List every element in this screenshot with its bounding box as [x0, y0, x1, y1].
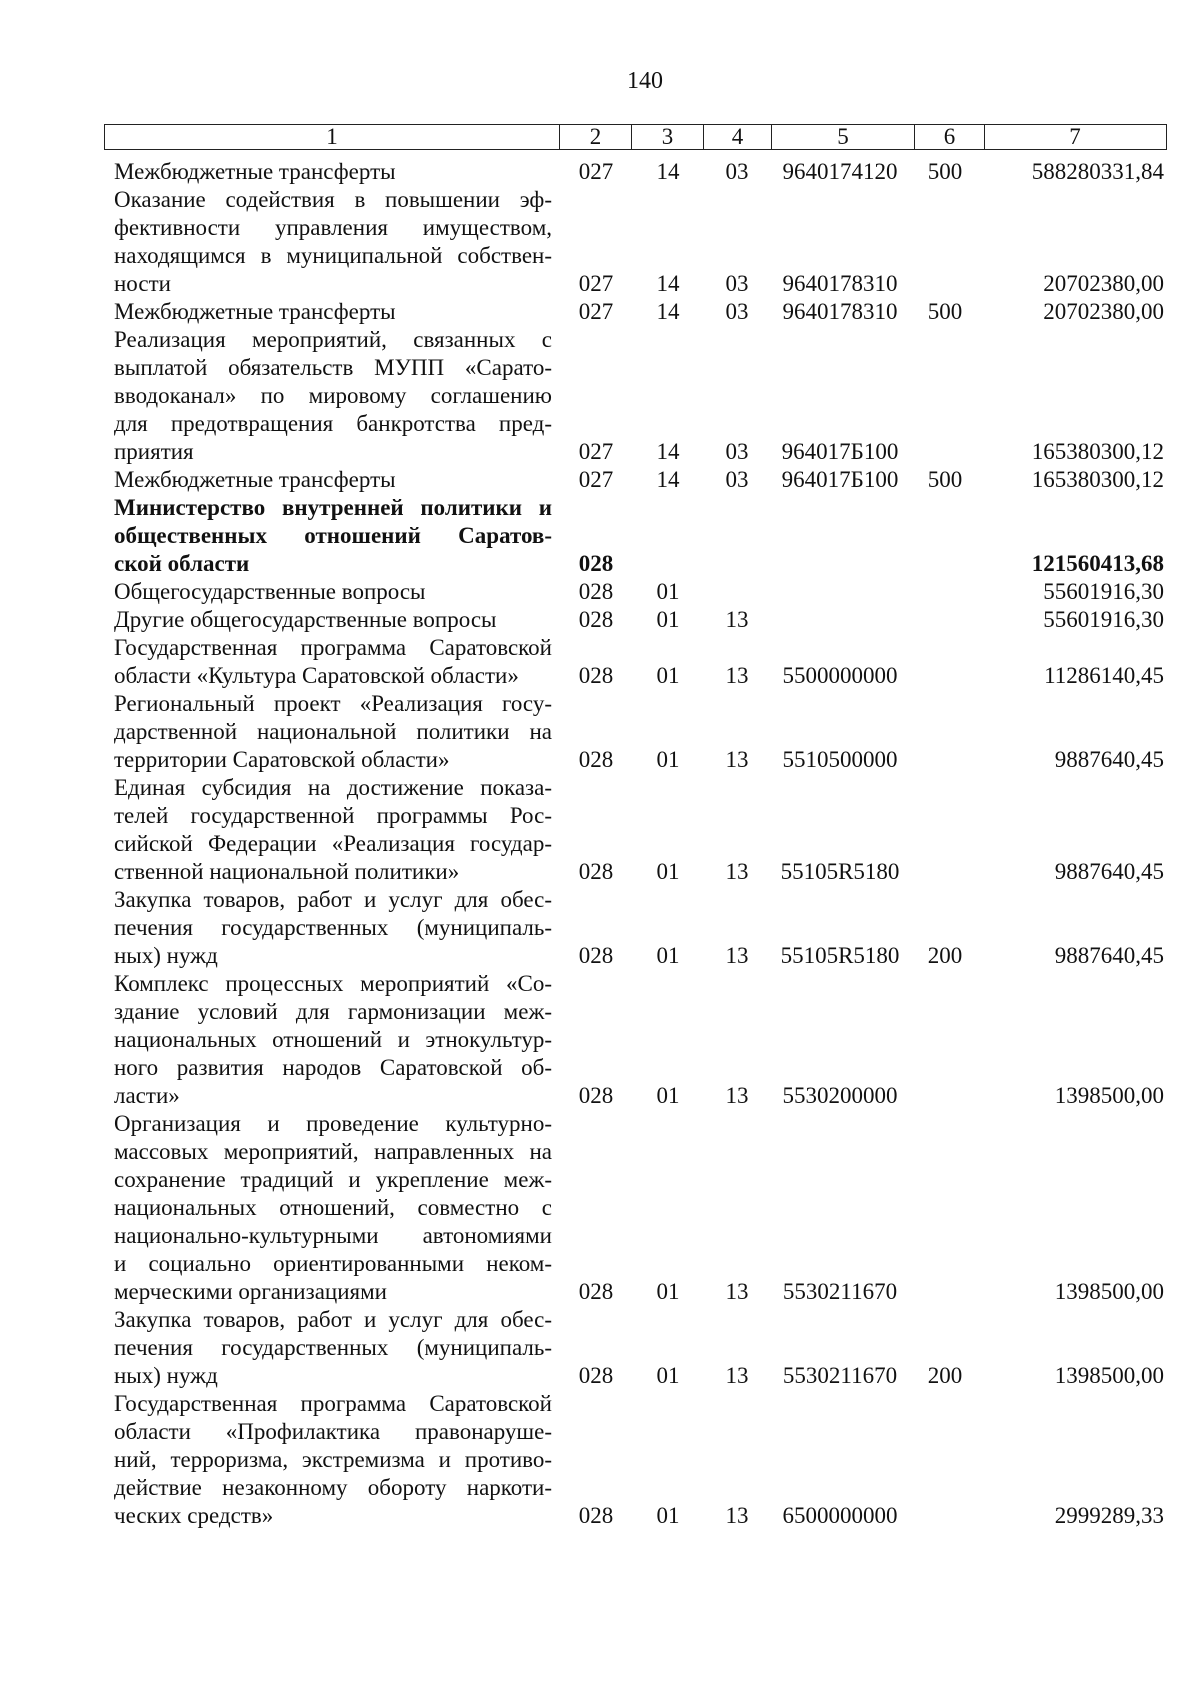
target-article: 5500000000	[782, 663, 898, 688]
table-header	[104, 124, 1167, 150]
table-row	[114, 158, 1164, 186]
section-code: 01	[656, 943, 680, 968]
table-row	[114, 690, 1164, 774]
ministry-code: 028	[578, 747, 614, 772]
target-article: 6500000000	[782, 1503, 898, 1528]
description-line: Оказание содействия в повышении эф-	[114, 187, 552, 212]
subsection-code: 03	[725, 159, 749, 184]
description-line: Региональный проект «Реализация госу-	[114, 691, 552, 716]
description-line: Организация и проведение культурно-	[114, 1111, 552, 1136]
ministry-code: 028	[578, 859, 614, 884]
ministry-code: 028	[578, 607, 614, 632]
page-number: 140	[627, 68, 663, 94]
section-code: 14	[656, 299, 680, 324]
section-code: 14	[656, 271, 680, 296]
table-row	[114, 466, 1164, 494]
subsection-code: 13	[725, 1083, 749, 1108]
table-row	[114, 1390, 1164, 1530]
description-line: для предотвращения банкротства пред-	[114, 411, 552, 436]
amount: 11286140,45	[1044, 663, 1164, 688]
amount: 9887640,45	[1054, 747, 1164, 772]
amount: 55601916,30	[1043, 579, 1164, 604]
description-line: ской области	[114, 551, 250, 576]
subsection-code: 13	[725, 747, 749, 772]
table-row	[114, 970, 1164, 1110]
section-code: 01	[656, 859, 680, 884]
description-line: фективности управления имуществом,	[114, 215, 552, 240]
description-line: Межбюджетные трансферты	[114, 299, 396, 324]
expense-type: 200	[927, 943, 963, 968]
target-article: 9640178310	[782, 271, 898, 296]
subsection-code: 03	[725, 467, 749, 492]
subsection-code: 03	[725, 299, 749, 324]
amount: 9887640,45	[1054, 859, 1164, 884]
header-cell: 3	[632, 125, 704, 149]
description-line: ных) нужд	[114, 1363, 218, 1388]
description-line: сохранение традиций и укрепление меж-	[114, 1167, 552, 1192]
row-description	[114, 326, 552, 466]
amount: 165380300,12	[1031, 439, 1164, 464]
section-code: 14	[656, 467, 680, 492]
description-line: ных) нужд	[114, 943, 218, 968]
table-row	[114, 186, 1164, 298]
row-description	[114, 158, 552, 186]
description-line: общественных отношений Саратов-	[114, 523, 552, 548]
row-description	[114, 634, 552, 690]
target-article: 5510500000	[782, 747, 898, 772]
header-cell: 1	[105, 125, 560, 149]
description-line: действие незаконному обороту наркоти-	[114, 1475, 552, 1500]
table-row	[114, 606, 1164, 634]
amount: 20702380,00	[1043, 299, 1164, 324]
amount: 1398500,00	[1054, 1279, 1164, 1304]
amount: 121560413,68	[1031, 551, 1164, 576]
header-cell: 2	[560, 125, 632, 149]
description-line: национально-культурными автономиями	[114, 1223, 552, 1248]
subsection-code: 13	[725, 1503, 749, 1528]
ministry-code: 028	[578, 551, 614, 576]
target-article: 55105R5180	[780, 859, 900, 884]
section-code: 01	[656, 1363, 680, 1388]
description-line: ласти»	[114, 1083, 180, 1108]
description-line: Единая субсидия на достижение показа-	[114, 775, 552, 800]
amount: 1398500,00	[1054, 1363, 1164, 1388]
target-article: 5530200000	[782, 1083, 898, 1108]
description-line: Государственная программа Саратовской	[114, 1391, 552, 1416]
row-description	[114, 578, 552, 606]
subsection-code: 13	[725, 663, 749, 688]
description-line: мерческими организациями	[114, 1279, 387, 1304]
description-line: здание условий для гармонизации меж-	[114, 999, 552, 1024]
ministry-code: 028	[578, 1503, 614, 1528]
description-line: приятия	[114, 439, 194, 464]
target-article: 5530211670	[782, 1363, 898, 1388]
amount: 9887640,45	[1054, 943, 1164, 968]
row-description	[114, 466, 552, 494]
table-row	[114, 298, 1164, 326]
description-line: области «Профилактика правонаруше-	[114, 1419, 552, 1444]
amount: 588280331,84	[1031, 159, 1164, 184]
description-line: телей государственной программы Рос-	[114, 803, 552, 828]
table-row	[114, 886, 1164, 970]
table-row	[114, 578, 1164, 606]
row-description	[114, 1306, 552, 1390]
description-line: печения государственных (муниципаль-	[114, 1335, 552, 1360]
section-code: 14	[656, 439, 680, 464]
description-line: Министерство внутренней политики и	[114, 495, 552, 520]
table-row	[114, 1306, 1164, 1390]
description-line: выплатой обязательств МУПП «Сарато-	[114, 355, 552, 380]
target-article: 55105R5180	[780, 943, 900, 968]
table-row	[114, 774, 1164, 886]
subsection-code: 13	[725, 607, 749, 632]
amount: 20702380,00	[1043, 271, 1164, 296]
description-line: печения государственных (муниципаль-	[114, 915, 552, 940]
subsection-code: 03	[725, 439, 749, 464]
ministry-code: 027	[578, 271, 614, 296]
row-description	[114, 494, 552, 578]
ministry-code: 028	[578, 1279, 614, 1304]
row-description	[114, 186, 552, 298]
description-line: области «Культура Саратовской области»	[114, 663, 519, 688]
description-line: вводоканал» по мировому соглашению	[114, 383, 552, 408]
section-code: 01	[656, 1503, 680, 1528]
row-description	[114, 1390, 552, 1530]
ministry-code: 027	[578, 467, 614, 492]
amount: 55601916,30	[1043, 607, 1164, 632]
subsection-code: 13	[725, 943, 749, 968]
description-line: ний, терроризма, экстремизма и противо-	[114, 1447, 552, 1472]
amount: 2999289,33	[1054, 1503, 1164, 1528]
description-line: национальных отношений и этнокультур-	[114, 1027, 552, 1052]
row-description	[114, 774, 552, 886]
subsection-code: 13	[725, 859, 749, 884]
ministry-code: 028	[578, 1363, 614, 1388]
description-line: Межбюджетные трансферты	[114, 159, 396, 184]
row-description	[114, 298, 552, 326]
ministry-code: 028	[578, 1083, 614, 1108]
section-code: 01	[656, 579, 680, 604]
row-description	[114, 1110, 552, 1306]
expense-type: 500	[927, 159, 963, 184]
header-cell: 7	[1069, 124, 1081, 149]
amount: 165380300,12	[1031, 467, 1164, 492]
section-code: 01	[656, 747, 680, 772]
description-line: Общегосударственные вопросы	[114, 579, 426, 604]
expense-type: 500	[927, 299, 963, 324]
target-article: 9640178310	[782, 299, 898, 324]
description-line: ственной национальной политики»	[114, 859, 460, 884]
section-code: 01	[656, 607, 680, 632]
description-line: массовых мероприятий, направленных на	[114, 1139, 552, 1164]
description-line: территории Саратовской области»	[114, 747, 450, 772]
description-line: Комплекс процессных мероприятий «Со-	[114, 971, 552, 996]
description-line: Реализация мероприятий, связанных с	[114, 327, 552, 352]
expense-type: 200	[927, 1363, 963, 1388]
section-code: 01	[656, 1279, 680, 1304]
description-line: сийской Федерации «Реализация государ-	[114, 831, 552, 856]
section-code: 01	[656, 663, 680, 688]
description-line: национальных отношений, совместно с	[114, 1195, 552, 1220]
description-line: Государственная программа Саратовской	[114, 635, 552, 660]
subsection-code: 13	[725, 1279, 749, 1304]
row-description	[114, 690, 552, 774]
ministry-code: 028	[578, 943, 614, 968]
description-line: Закупка товаров, работ и услуг для обес-	[114, 1307, 552, 1332]
ministry-code: 027	[578, 299, 614, 324]
description-line: находящимся в муниципальной собствен-	[114, 243, 552, 268]
description-line: Другие общегосударственные вопросы	[114, 607, 497, 632]
subsection-code: 03	[725, 271, 749, 296]
section-code: 01	[656, 1083, 680, 1108]
ministry-code: 028	[578, 663, 614, 688]
ministry-code: 027	[578, 159, 614, 184]
expense-type: 500	[927, 467, 963, 492]
description-line: и социально ориентированными неком-	[114, 1251, 552, 1276]
header-cell: 6	[915, 125, 985, 149]
row-description	[114, 970, 552, 1110]
table-row	[114, 494, 1164, 578]
description-line: Закупка товаров, работ и услуг для обес-	[114, 887, 552, 912]
description-line: Межбюджетные трансферты	[114, 467, 396, 492]
ministry-code: 027	[578, 439, 614, 464]
target-article: 5530211670	[782, 1279, 898, 1304]
table-body	[114, 158, 1164, 1530]
table-row	[114, 634, 1164, 690]
row-description	[114, 886, 552, 970]
section-code: 14	[656, 159, 680, 184]
header-cell: 5	[772, 125, 915, 149]
row-description	[114, 606, 552, 634]
target-article: 964017Б100	[781, 439, 899, 464]
description-line: ческих средств»	[114, 1503, 274, 1528]
table-row	[114, 1110, 1164, 1306]
header-cell: 4	[704, 125, 772, 149]
description-line: дарственной национальной политики на	[114, 719, 552, 744]
amount: 1398500,00	[1054, 1083, 1164, 1108]
subsection-code: 13	[725, 1363, 749, 1388]
target-article: 964017Б100	[781, 467, 899, 492]
ministry-code: 028	[578, 579, 614, 604]
description-line: ного развития народов Саратовской об-	[114, 1055, 552, 1080]
target-article: 9640174120	[782, 159, 898, 184]
table-row	[114, 326, 1164, 466]
description-line: ности	[114, 271, 171, 296]
